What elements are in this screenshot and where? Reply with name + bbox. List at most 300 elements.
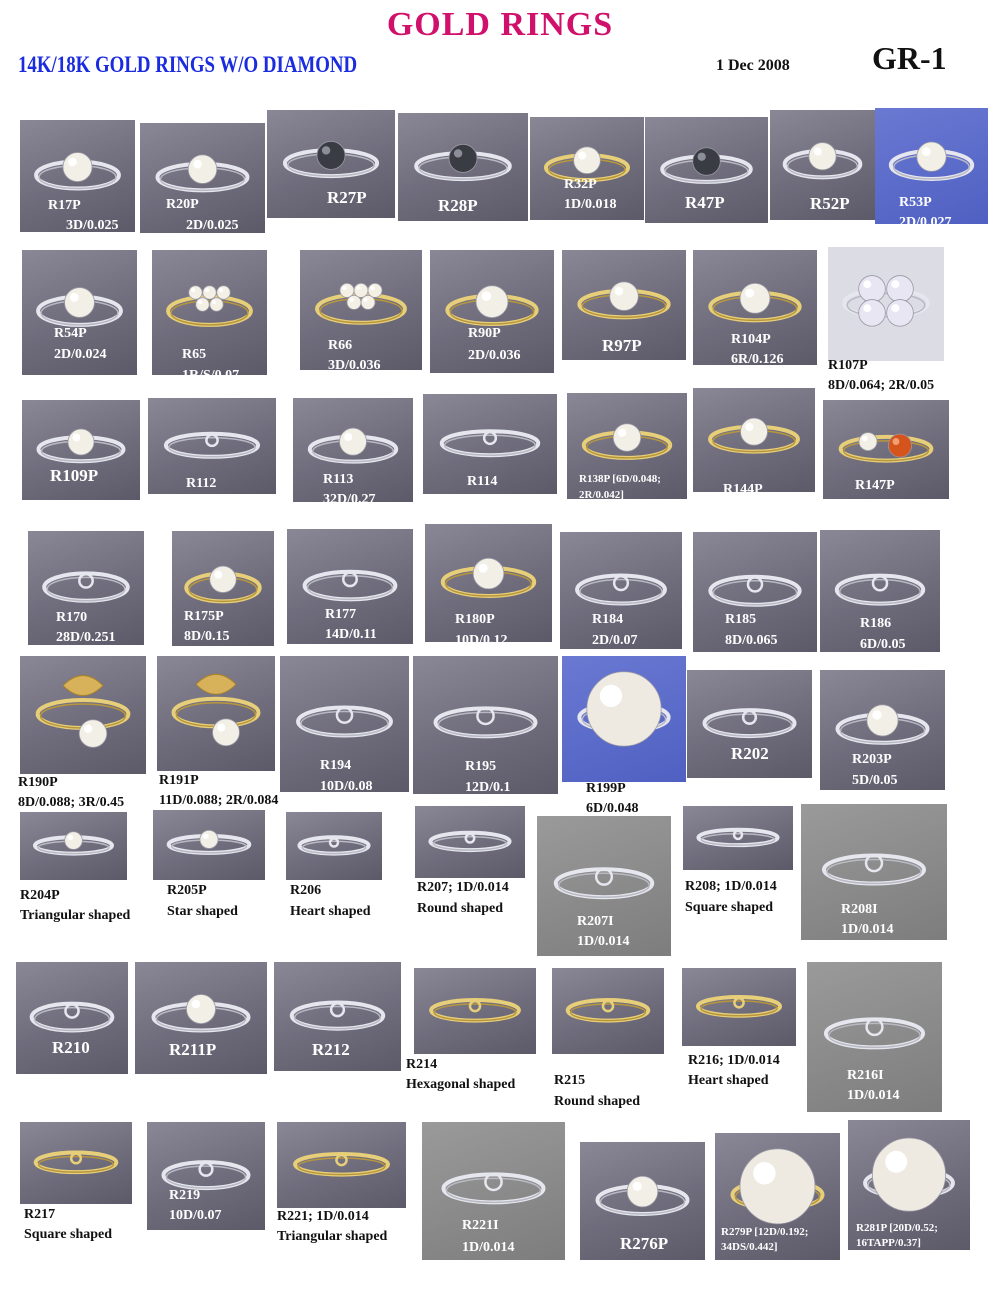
ring-code: R199P	[586, 781, 626, 796]
ring-item[interactable]	[406, 968, 536, 1092]
ring-code: R205P	[167, 883, 207, 898]
pearl	[613, 424, 641, 452]
setting-head	[484, 432, 496, 444]
ring-item[interactable]	[430, 250, 554, 373]
ring-code: R208; 1D/0.014	[685, 879, 777, 894]
pearl	[186, 994, 215, 1023]
ring-spec: 32D/0.27	[323, 492, 376, 507]
pearl-highlight	[363, 298, 367, 302]
ring-item[interactable]	[157, 656, 279, 808]
ring-item[interactable]	[16, 962, 128, 1074]
ring-code: R104P	[731, 332, 771, 347]
ring-item[interactable]	[18, 656, 146, 810]
ring-photo	[20, 812, 127, 880]
ring-band-shadow	[580, 580, 662, 604]
ring-photo	[562, 656, 686, 782]
ring-code: R207I	[577, 914, 614, 929]
ring-code: R107P	[828, 358, 868, 373]
pearl	[213, 719, 240, 746]
ring-item[interactable]	[22, 400, 140, 500]
ring-code: R53P	[899, 195, 932, 210]
ring-code: R112	[186, 476, 217, 491]
ring-item[interactable]	[415, 806, 525, 916]
ring-item[interactable]	[300, 250, 422, 373]
setting-head	[336, 1155, 346, 1165]
setting-head	[343, 573, 356, 586]
ring-code: R203P	[852, 752, 892, 767]
ring-item[interactable]	[280, 656, 409, 792]
pearl	[196, 298, 209, 311]
ring-code: R194	[320, 758, 352, 773]
pearl-highlight	[922, 147, 931, 156]
ring-item[interactable]	[820, 670, 945, 790]
ring-code: R114	[467, 474, 498, 489]
pearl-highlight	[863, 304, 871, 312]
catalog-code: GR-1	[872, 40, 947, 76]
ring-item[interactable]	[848, 1120, 970, 1250]
pearl-highlight	[322, 146, 330, 154]
ring-code: R217	[24, 1207, 56, 1222]
ring-code: R212	[312, 1040, 350, 1059]
ring-spec: 12D/0.1	[465, 780, 511, 795]
pearl	[449, 144, 477, 172]
ring-photo	[828, 247, 944, 361]
ring-photo	[300, 250, 422, 370]
ring-spec: 10D/0.08	[320, 779, 373, 794]
ring-item[interactable]	[828, 247, 944, 393]
ring-spec: 1D/0.014	[841, 922, 894, 937]
ring-code: R109P	[50, 466, 99, 485]
ring-item[interactable]	[277, 1122, 406, 1244]
ring-photo	[152, 250, 267, 375]
ring-photo	[801, 804, 947, 940]
ring-spec: 6D/0.048	[586, 801, 639, 816]
ring-code: R208I	[841, 902, 878, 917]
setting-head	[330, 839, 338, 847]
ring-item[interactable]	[267, 110, 395, 218]
ring-item[interactable]	[562, 656, 686, 816]
pearl	[859, 300, 886, 327]
pearl-highlight	[454, 149, 462, 157]
pearl	[317, 141, 345, 169]
pearl-highlight	[84, 725, 92, 733]
ring-photo	[682, 968, 796, 1046]
pearl	[476, 286, 508, 318]
ring-item[interactable]	[537, 816, 671, 956]
ring-item[interactable]	[687, 670, 812, 778]
pearl-highlight	[891, 280, 899, 288]
ring-code: R221I	[462, 1218, 499, 1233]
ring-item[interactable]	[172, 531, 274, 646]
ring-item[interactable]	[683, 806, 793, 915]
ring-code: R207; 1D/0.014	[417, 880, 509, 895]
pearl	[872, 1138, 945, 1211]
pearl-highlight	[214, 571, 222, 579]
ring-code: R206	[290, 883, 322, 898]
ring-band-shadow	[713, 581, 796, 605]
pearl	[867, 705, 898, 736]
ring-item[interactable]	[135, 962, 267, 1074]
ring-photo	[693, 388, 815, 492]
ring-code: R214	[406, 1057, 438, 1072]
pearl	[887, 276, 914, 303]
pearl-highlight	[370, 286, 374, 290]
ring-photo	[16, 962, 128, 1074]
ring-spec: 14D/0.11	[325, 627, 377, 642]
pearl-highlight	[342, 286, 346, 290]
ring-spec: Square shaped	[685, 900, 774, 915]
pearl	[68, 429, 94, 455]
ring-code: R177	[325, 607, 357, 622]
ring-item[interactable]	[823, 400, 949, 513]
ring-spec: Heart shaped	[290, 904, 371, 919]
ring-code: R47P	[685, 193, 725, 212]
ring-item[interactable]	[147, 1122, 265, 1230]
gold-leaf	[63, 676, 103, 696]
setting-head	[79, 574, 92, 587]
ring-code: R90P	[468, 326, 501, 341]
ring-code: R66	[328, 338, 353, 353]
ring-item[interactable]	[274, 962, 401, 1071]
ring-code: R211P	[169, 1040, 217, 1059]
ring-band-shadow	[35, 1008, 110, 1031]
setting-head	[734, 998, 743, 1007]
setting-head	[734, 831, 742, 839]
ring-photo	[153, 810, 265, 880]
ring-spec: 2D/0.036	[468, 348, 521, 363]
ring-band-shadow	[840, 580, 920, 604]
pearl-highlight	[192, 1000, 201, 1009]
ring-item[interactable]	[645, 117, 768, 223]
setting-head	[331, 1003, 344, 1016]
ring-photo	[277, 1122, 406, 1208]
ring-spec: 5D/0.05	[852, 773, 898, 788]
ring-item[interactable]	[770, 110, 875, 220]
ring-item[interactable]	[422, 1122, 565, 1260]
pearl	[189, 286, 202, 299]
ring-band-shadow	[445, 435, 535, 455]
ring-code: R281P [20D/0.52;	[856, 1222, 938, 1234]
pearl	[574, 147, 601, 174]
ring-spec: Triangular shaped	[20, 908, 131, 923]
setting-head	[466, 834, 474, 842]
ring-code: R215	[554, 1073, 586, 1088]
ring-spec: 8D/0.065	[725, 633, 778, 648]
ring-spec: 8D/0.15	[184, 629, 230, 644]
ring-photo	[28, 531, 144, 645]
pearl	[740, 1149, 815, 1224]
ring-item[interactable]	[715, 1133, 840, 1260]
pearl-highlight	[618, 429, 626, 437]
ring-spec: 10D/0.12	[455, 633, 508, 648]
ring-item[interactable]	[693, 388, 815, 517]
ring-item[interactable]	[293, 398, 413, 507]
ring-code: R219	[169, 1188, 201, 1203]
ring-item[interactable]	[580, 1142, 705, 1260]
ring-spec: 11D/0.088; 2R/0.084	[159, 793, 279, 808]
ring-spec: 3D/0.036	[328, 358, 381, 373]
ring-spec: 10D/0.07	[169, 1208, 222, 1223]
pearl	[859, 433, 877, 451]
ring-photo	[820, 670, 945, 790]
ring-code: R180P	[455, 612, 495, 627]
ring-code: R32P	[564, 177, 597, 192]
pearl-highlight	[698, 153, 706, 161]
setting-head	[743, 711, 756, 724]
pearl-highlight	[615, 287, 624, 296]
pearl-highlight	[482, 291, 492, 301]
pearl-highlight	[349, 298, 353, 302]
ring-item[interactable]	[20, 120, 135, 232]
ring-item[interactable]	[28, 531, 144, 645]
ring-item[interactable]	[423, 394, 557, 509]
ring-spec: 8D/0.064; 2R/0.05	[828, 378, 935, 393]
pearl-highlight	[892, 438, 899, 445]
ring-photo	[683, 806, 793, 870]
pearl-highlight	[203, 833, 208, 838]
pearl	[200, 830, 218, 848]
ring-item[interactable]	[807, 962, 942, 1112]
ring-photo	[415, 806, 525, 878]
ring-item[interactable]	[20, 812, 131, 923]
pearl	[79, 720, 107, 748]
ring-code: R65	[182, 347, 207, 362]
ring-item[interactable]	[413, 656, 558, 794]
pearl	[859, 276, 886, 303]
ring-code: R276P	[620, 1234, 669, 1253]
ring-code: R221; 1D/0.014	[277, 1209, 369, 1224]
ring-code: R216; 1D/0.014	[688, 1053, 780, 1068]
ring-code: R191P	[159, 773, 199, 788]
ring-band-shadow	[844, 441, 929, 461]
ring-code: R170	[56, 610, 88, 625]
pearl-highlight	[70, 293, 79, 302]
pearl	[210, 566, 237, 593]
ring-item[interactable]	[567, 393, 687, 499]
ring-item[interactable]	[875, 108, 988, 230]
ring-code: R195	[465, 759, 497, 774]
ring-item[interactable]	[286, 812, 382, 919]
pearl-highlight	[344, 433, 352, 441]
pearl-highlight	[193, 160, 202, 169]
pearl	[917, 142, 946, 171]
ring-band-shadow	[169, 438, 255, 457]
pearl	[217, 286, 230, 299]
setting-head	[200, 1163, 213, 1176]
ring-code: R147P	[855, 478, 895, 493]
ring-code: R279P [12D/0.192;	[721, 1226, 809, 1238]
ring-photo	[286, 812, 382, 880]
ring-spec: 6R/0.126	[731, 352, 784, 367]
pearl-highlight	[356, 286, 360, 290]
ring-photo	[560, 532, 682, 649]
pearl-highlight	[814, 147, 822, 155]
ring-code: R210	[52, 1038, 90, 1057]
pearl-highlight	[205, 288, 209, 292]
ring-code: R28P	[438, 196, 478, 215]
page-title: GOLD RINGS	[386, 6, 614, 43]
ring-band-shadow	[295, 1007, 380, 1029]
setting-head	[65, 1004, 78, 1017]
pearl	[368, 283, 382, 297]
pearl	[203, 286, 216, 299]
ring-spec: 8D/0.088; 3R/0.45	[18, 795, 125, 810]
ring-item[interactable]	[693, 250, 817, 365]
ring-item[interactable]	[287, 529, 413, 644]
ring-spec: 28D/0.251	[56, 630, 116, 645]
ring-spec: 16TAPP/0.37]	[856, 1237, 921, 1249]
ring-spec: Round shaped	[554, 1094, 640, 1109]
ring-spec: 1D/0.018	[564, 197, 617, 212]
pearl-highlight	[68, 158, 77, 167]
ring-item[interactable]	[425, 524, 552, 648]
ring-code: R175P	[184, 609, 224, 624]
pearl-highlight	[219, 288, 223, 292]
ring-spec: Hexagonal shaped	[406, 1077, 516, 1092]
ring-photo	[140, 123, 265, 233]
ring-photo	[552, 968, 664, 1054]
ring-spec: Triangular shaped	[277, 1229, 388, 1244]
ring-code: R54P	[54, 326, 87, 341]
pearl	[740, 283, 770, 313]
ring-item[interactable]	[140, 123, 265, 233]
ring-item[interactable]	[22, 250, 137, 375]
pearl-highlight	[479, 564, 488, 573]
ring-spec: 8D/0.064	[855, 498, 908, 513]
ring-item[interactable]	[801, 804, 947, 940]
setting-head	[748, 577, 762, 591]
ring-band-shadow	[708, 714, 792, 736]
ring-photo	[820, 530, 940, 652]
ring-spec: 2D/0.025	[186, 218, 239, 233]
pearl	[887, 300, 914, 327]
ring-spec: Square shaped	[24, 1227, 113, 1242]
setting-head	[867, 1019, 883, 1035]
ring-code: R17P	[48, 198, 81, 213]
ring-band-shadow	[47, 577, 125, 600]
pearl-highlight	[745, 423, 753, 431]
pearl	[693, 148, 721, 176]
ring-item[interactable]	[552, 968, 664, 1109]
catalog-date: 1 Dec 2008	[716, 57, 790, 74]
pearl-highlight	[863, 280, 871, 288]
ring-code: R144P	[723, 482, 763, 497]
pearl-highlight	[600, 685, 622, 707]
ring-item[interactable]	[530, 117, 644, 220]
pearl	[809, 143, 836, 170]
pearl-highlight	[73, 434, 81, 442]
ring-item[interactable]	[693, 532, 817, 652]
pearl-highlight	[753, 1162, 776, 1185]
ring-code: R27P	[327, 188, 367, 207]
ring-spec: 1D/0.014	[577, 934, 630, 949]
ring-photo	[20, 120, 135, 232]
setting-head	[337, 708, 352, 723]
ring-photo	[20, 1122, 132, 1204]
ring-code: R190P	[18, 775, 58, 790]
ring-item[interactable]	[148, 398, 276, 510]
ring-item[interactable]	[398, 113, 528, 221]
ring-spec: Star shaped	[167, 904, 238, 919]
ring-spec: 2R/0.042]	[579, 489, 624, 501]
pearl	[65, 832, 83, 850]
setting-head	[603, 1001, 613, 1011]
ring-photo	[20, 656, 146, 774]
ring-item[interactable]	[682, 968, 796, 1088]
pearl	[65, 288, 95, 318]
ring-spec: 1D/0.014	[847, 1088, 900, 1103]
setting-head	[596, 869, 612, 885]
pearl	[339, 428, 366, 455]
ring-code: R113	[323, 472, 354, 487]
ring-code: R186	[860, 616, 892, 631]
ring-spec: 2D/0.027	[899, 215, 952, 230]
ring-band-shadow	[308, 576, 393, 600]
pearl	[473, 558, 504, 589]
ring-spec: 34DS/0.442]	[721, 1241, 778, 1253]
pearl	[888, 434, 911, 457]
setting-head	[206, 435, 217, 446]
ring-spec: 1D/0.014	[462, 1240, 515, 1255]
pearl-highlight	[885, 1151, 907, 1173]
gold-leaf	[196, 674, 236, 694]
pearl-highlight	[578, 152, 586, 160]
ring-band-shadow	[167, 1166, 246, 1188]
pearl	[587, 672, 661, 746]
page-subtitle: 14K/18K GOLD RINGS W/O DIAMOND	[18, 52, 358, 77]
setting-head	[873, 576, 887, 590]
pearl	[740, 418, 767, 445]
ring-code: R185	[725, 612, 757, 627]
ring-photo	[414, 968, 536, 1054]
pearl	[210, 298, 223, 311]
pearl-highlight	[745, 289, 754, 298]
pearl	[63, 152, 92, 181]
pearl	[610, 282, 639, 311]
pearl	[188, 155, 217, 184]
ring-spec: 2D/0.024	[54, 347, 107, 362]
ring-code: R52P	[810, 194, 850, 213]
ring-item[interactable]	[820, 530, 940, 652]
pearl	[627, 1176, 658, 1207]
setting-head	[614, 576, 628, 590]
pearl-highlight	[891, 304, 899, 312]
pearl-highlight	[872, 710, 881, 719]
pearl-highlight	[217, 724, 225, 732]
ring-item[interactable]	[560, 532, 682, 649]
ring-code: R138P [6D/0.048;	[579, 473, 661, 485]
pearl-highlight	[198, 300, 202, 304]
pearl-highlight	[212, 300, 216, 304]
ring-spec: 2D/0.07	[592, 633, 638, 648]
setting-head	[866, 855, 882, 871]
ring-spec: 6D/0.05	[860, 637, 906, 652]
ring-spec: 22D/0.2	[186, 495, 232, 510]
ring-spec: 6D/0.048	[723, 502, 776, 517]
ring-spec: 50D/0.45	[467, 494, 520, 509]
ring-spec: Round shaped	[417, 901, 503, 916]
setting-head	[71, 1154, 81, 1164]
setting-head	[470, 1001, 480, 1011]
ring-code: R204P	[20, 888, 60, 903]
ring-code: R97P	[602, 336, 642, 355]
ring-code: R216I	[847, 1068, 884, 1083]
ring-item[interactable]	[562, 250, 686, 360]
ring-spec: 1R/S/0.07	[182, 368, 240, 383]
ring-item[interactable]	[153, 810, 265, 919]
ring-item[interactable]	[152, 250, 267, 383]
ring-item[interactable]	[20, 1122, 132, 1242]
